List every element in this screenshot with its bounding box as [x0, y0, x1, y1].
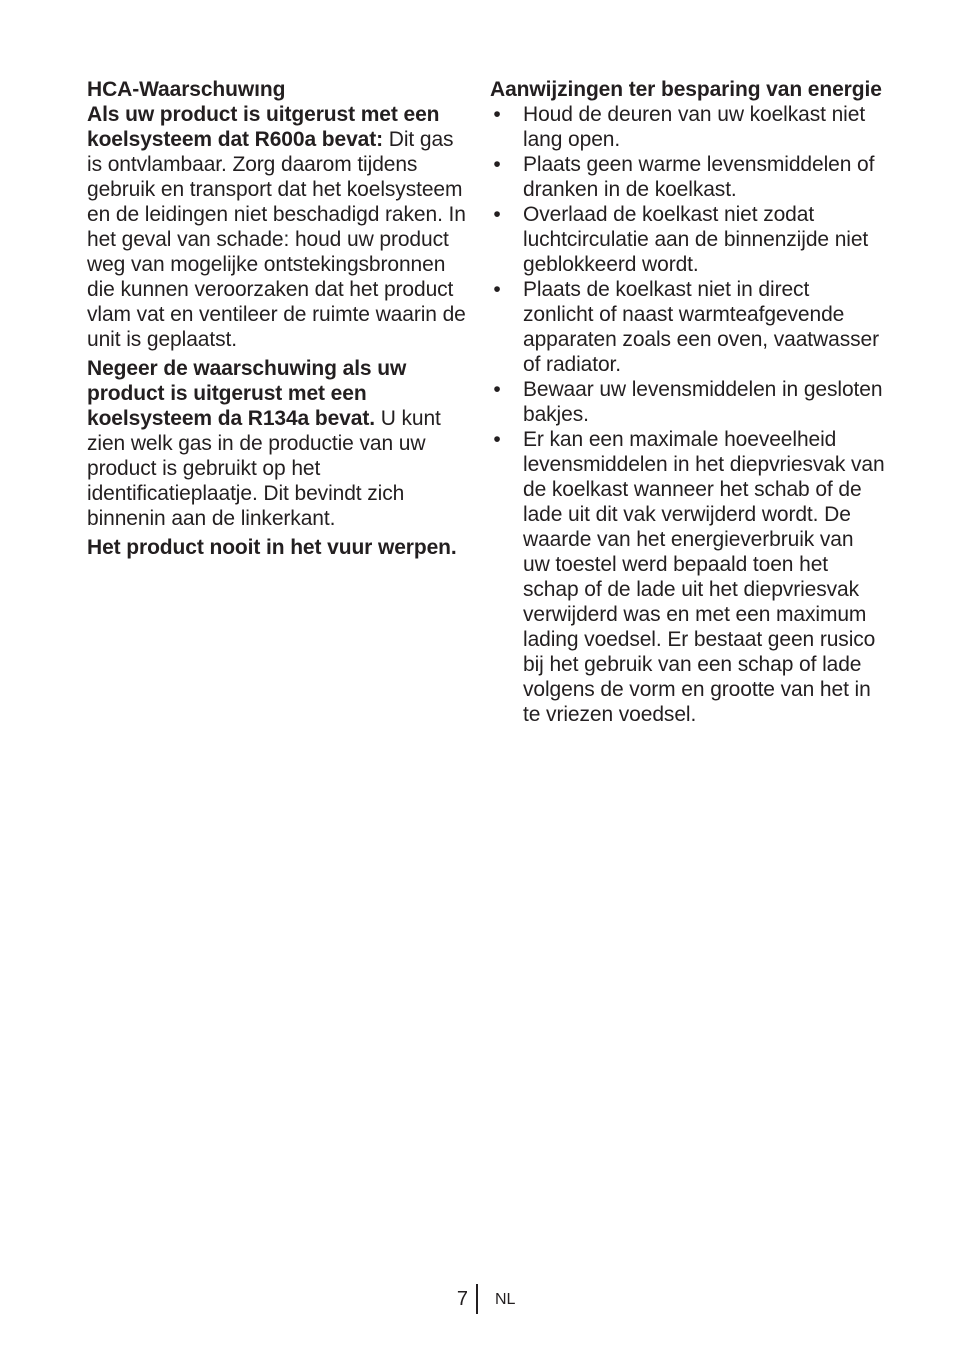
footer-divider [476, 1284, 478, 1314]
list-item [490, 202, 885, 277]
bullet-icon: • [493, 378, 501, 401]
r600a-warning-text: Dit gas is ontvlambaar. Zorg daarom tijdens gebruik en transport dat het koelsysteem en de leidingen niet beschadigd raken. In het geval van schade: houd uw product weg van mogelijke ontstekingsbronnen die kunnen veroorzaken dat het product vlam vat en ventileer de ruimte waarin de unit is geplaatst. [87, 128, 466, 351]
list-item-text: Overlaad de koelkast niet zodat luchtcirculatie aan de binnenzijde niet geblokkeerd wordt. [523, 203, 869, 276]
r134a-note-paragraph [87, 356, 467, 531]
bullet-icon: • [493, 103, 501, 126]
r600a-warning-paragraph [87, 102, 467, 352]
r600a-warning-bold: Als uw product is uitgerust met een koelsysteem dat R600a bevat: [87, 103, 440, 151]
list-item-text: Bewaar uw levensmiddelen in gesloten bakjes. [523, 378, 883, 426]
bullet-icon: • [493, 278, 501, 301]
energy-tips-list [490, 102, 885, 727]
energy-saving-heading: Aanwijzingen ter besparing van energie [490, 78, 882, 101]
left-column [87, 77, 467, 564]
language-code: NL [495, 1291, 516, 1308]
list-item [490, 152, 885, 202]
list-item-text: Plaats geen warme levensmiddelen of dranken in de koelkast. [523, 153, 875, 201]
r134a-note-text: U kunt zien welk gas in de productie van uw product is gebruikt op het identificatieplaatje. Dit bevindt zich binnenin aan de linkerkant. [87, 407, 441, 530]
hca-warning-heading: HCA-Waarschuwıng [87, 78, 286, 101]
list-item-text: Houd de deuren van uw koelkast niet lang open. [523, 103, 866, 151]
fire-warning-paragraph: Het product nooit in het vuur werpen. [87, 536, 457, 559]
bullet-icon: • [493, 153, 501, 176]
list-item-text: Plaats de koelkast niet in direct zonlicht of naast warmteafgevende apparaten zoals een oven, vaatwasser of radiator. [523, 278, 879, 376]
list-item [490, 277, 885, 377]
list-item-text: Er kan een maximale hoeveelheid levensmiddelen in het diepvriesvak van de koelkast wanneer het schab of de lade uit dit vak verwijderd wordt. De waarde van het energieverbruik van uw toestel werd bepaald toen het schap of de lade uit het diepvriesvak verwijderd was en met een maximum lading voedsel. Er bestaat geen rusico bij het gebruik van een schap of lade volgens de vorm en grootte van het in te vriezen voedsel. [523, 428, 885, 726]
right-column [490, 77, 885, 727]
list-item [490, 102, 885, 152]
bullet-icon: • [493, 428, 501, 451]
list-item [490, 427, 885, 727]
page-footer [0, 1284, 954, 1314]
page-number: 7 [456, 1288, 468, 1310]
list-item [490, 377, 885, 427]
r134a-note-bold: Negeer de waarschuwing als uw product is uitgerust met een koelsysteem da R134a bevat. [87, 357, 407, 430]
bullet-icon: • [493, 203, 501, 226]
